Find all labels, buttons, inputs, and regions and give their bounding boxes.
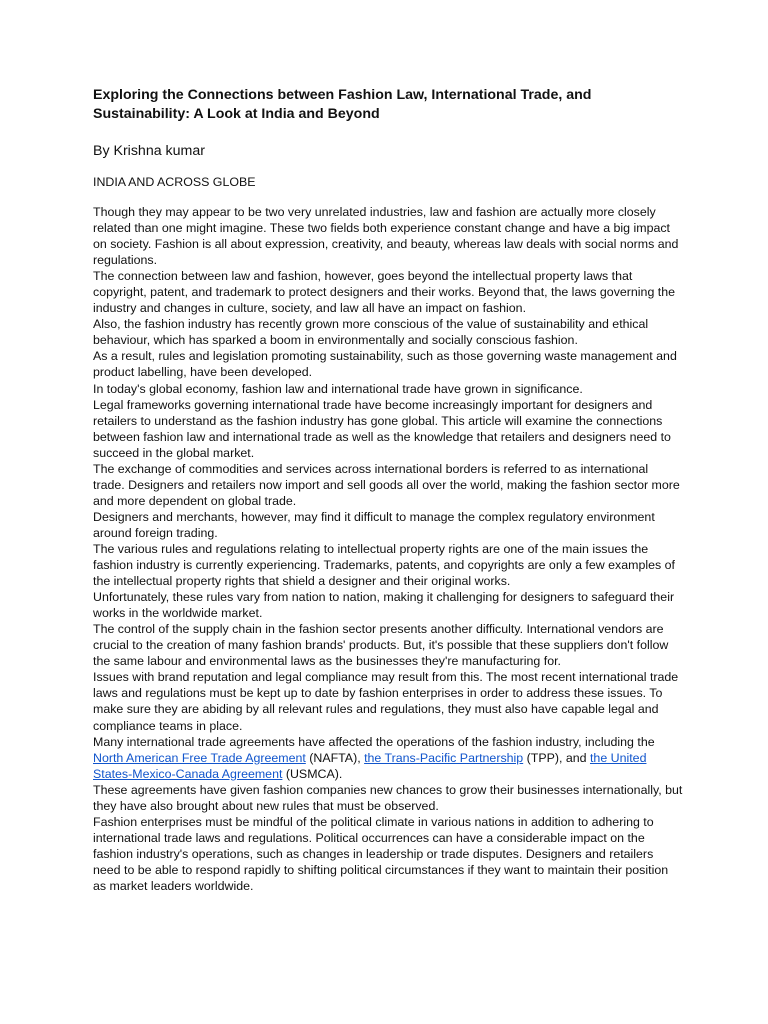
paragraph: The connection between law and fashion, however, goes beyond the intellectual property laws that copyright, patent, and trademark to protect designers and their works. Beyond that, the laws governing the industry and changes in culture, society, and law all have an impact on fashion. <box>93 269 676 316</box>
section-label: INDIA AND ACROSS GLOBE <box>93 175 256 189</box>
author-byline: By Krishna kumar <box>93 143 205 159</box>
article-body <box>93 204 683 894</box>
paragraph: Unfortunately, these rules vary from nation to nation, making it challenging for designers to safeguard their works in the worldwide market. <box>93 590 675 621</box>
agreements-intro: Many international trade agreements have affected the operations of the fashion industry, including the <box>93 734 655 749</box>
paragraph: Fashion enterprises must be mindful of the political climate in various nations in addition to adhering to international trade laws and regulations. Political occurrences can have a considerable impact on the fashion industry's operations, such as changes in leadership or trade disputes. Designers and retailers need to be able to respond rapidly to shifting political circumstances if they want to maintain their position as market leaders worldwide. <box>93 814 669 893</box>
paragraph: As a result, rules and legislation promoting sustainability, such as those governing waste management and product labelling, have been developed. <box>93 349 677 380</box>
tpp-abbr: (TPP), and <box>523 750 590 765</box>
nafta-link[interactable]: North American Free Trade Agreement <box>93 750 306 765</box>
paragraph: Designers and merchants, however, may find it difficult to manage the complex regulatory environment around foreign trading. <box>93 509 655 540</box>
document-page <box>93 86 683 894</box>
paragraph: Issues with brand reputation and legal compliance may result from this. The most recent international trade laws and regulations must be kept up to date by fashion enterprises in order to address these issues. To make sure they are abiding by all relevant rules and regulations, they must also have capable legal and compliance teams in place. <box>93 670 679 733</box>
paragraph: These agreements have given fashion companies new chances to grow their businesses internationally, but they have also brought about new rules that must be observed. <box>93 782 683 813</box>
paragraph: The various rules and regulations relating to intellectual property rights are one of the main issues the fashion industry is currently experiencing. Trademarks, patents, and copyrights are only a few examples of the intellectual property rights that shield a designer and their original works. <box>93 541 675 589</box>
paragraph: In today's global economy, fashion law and international trade have grown in significance. <box>93 381 583 396</box>
trade-agreements-paragraph <box>93 734 683 782</box>
paragraph: The control of the supply chain in the fashion sector presents another difficulty. International vendors are crucial to the creation of many fashion brands' products. But, it's possible that these suppliers don't follow the same labour and environmental laws as the businesses they're manufacturing for. <box>93 622 669 669</box>
usmca-abbr: (USMCA). <box>282 766 343 781</box>
usmca-link[interactable]: the United States-Mexico-Canada Agreement <box>93 750 647 781</box>
tpp-link[interactable]: the Trans-Pacific Partnership <box>364 750 524 765</box>
paragraph: Also, the fashion industry has recently grown more conscious of the value of sustainability and ethical behaviour, which has sparked a boom in environmentally and socially conscious fashion. <box>93 317 649 348</box>
document-title: Exploring the Connections between Fashion Law, International Trade, and Sustainability: A Look at India and Beyond <box>93 87 592 122</box>
paragraph: Legal frameworks governing international trade have become increasingly important for designers and retailers to understand as the fashion industry has gone global. This article will examine the connections between fashion law and international trade as well as the knowledge that retailers and designers need to succeed in the global market. <box>93 397 671 460</box>
paragraph: Though they may appear to be two very unrelated industries, law and fashion are actually more closely related than one might imagine. These two fields both experience constant change and have a big impact on society. Fashion is all about expression, creativity, and beauty, whereas law deals with social norms and regulations. <box>93 205 679 268</box>
paragraph: The exchange of commodities and services across international borders is referred to as international trade. Designers and retailers now import and sell goods all over the world, making the fashion sector more and more dependent on global trade. <box>93 461 680 508</box>
nafta-abbr: (NAFTA), <box>305 750 365 765</box>
